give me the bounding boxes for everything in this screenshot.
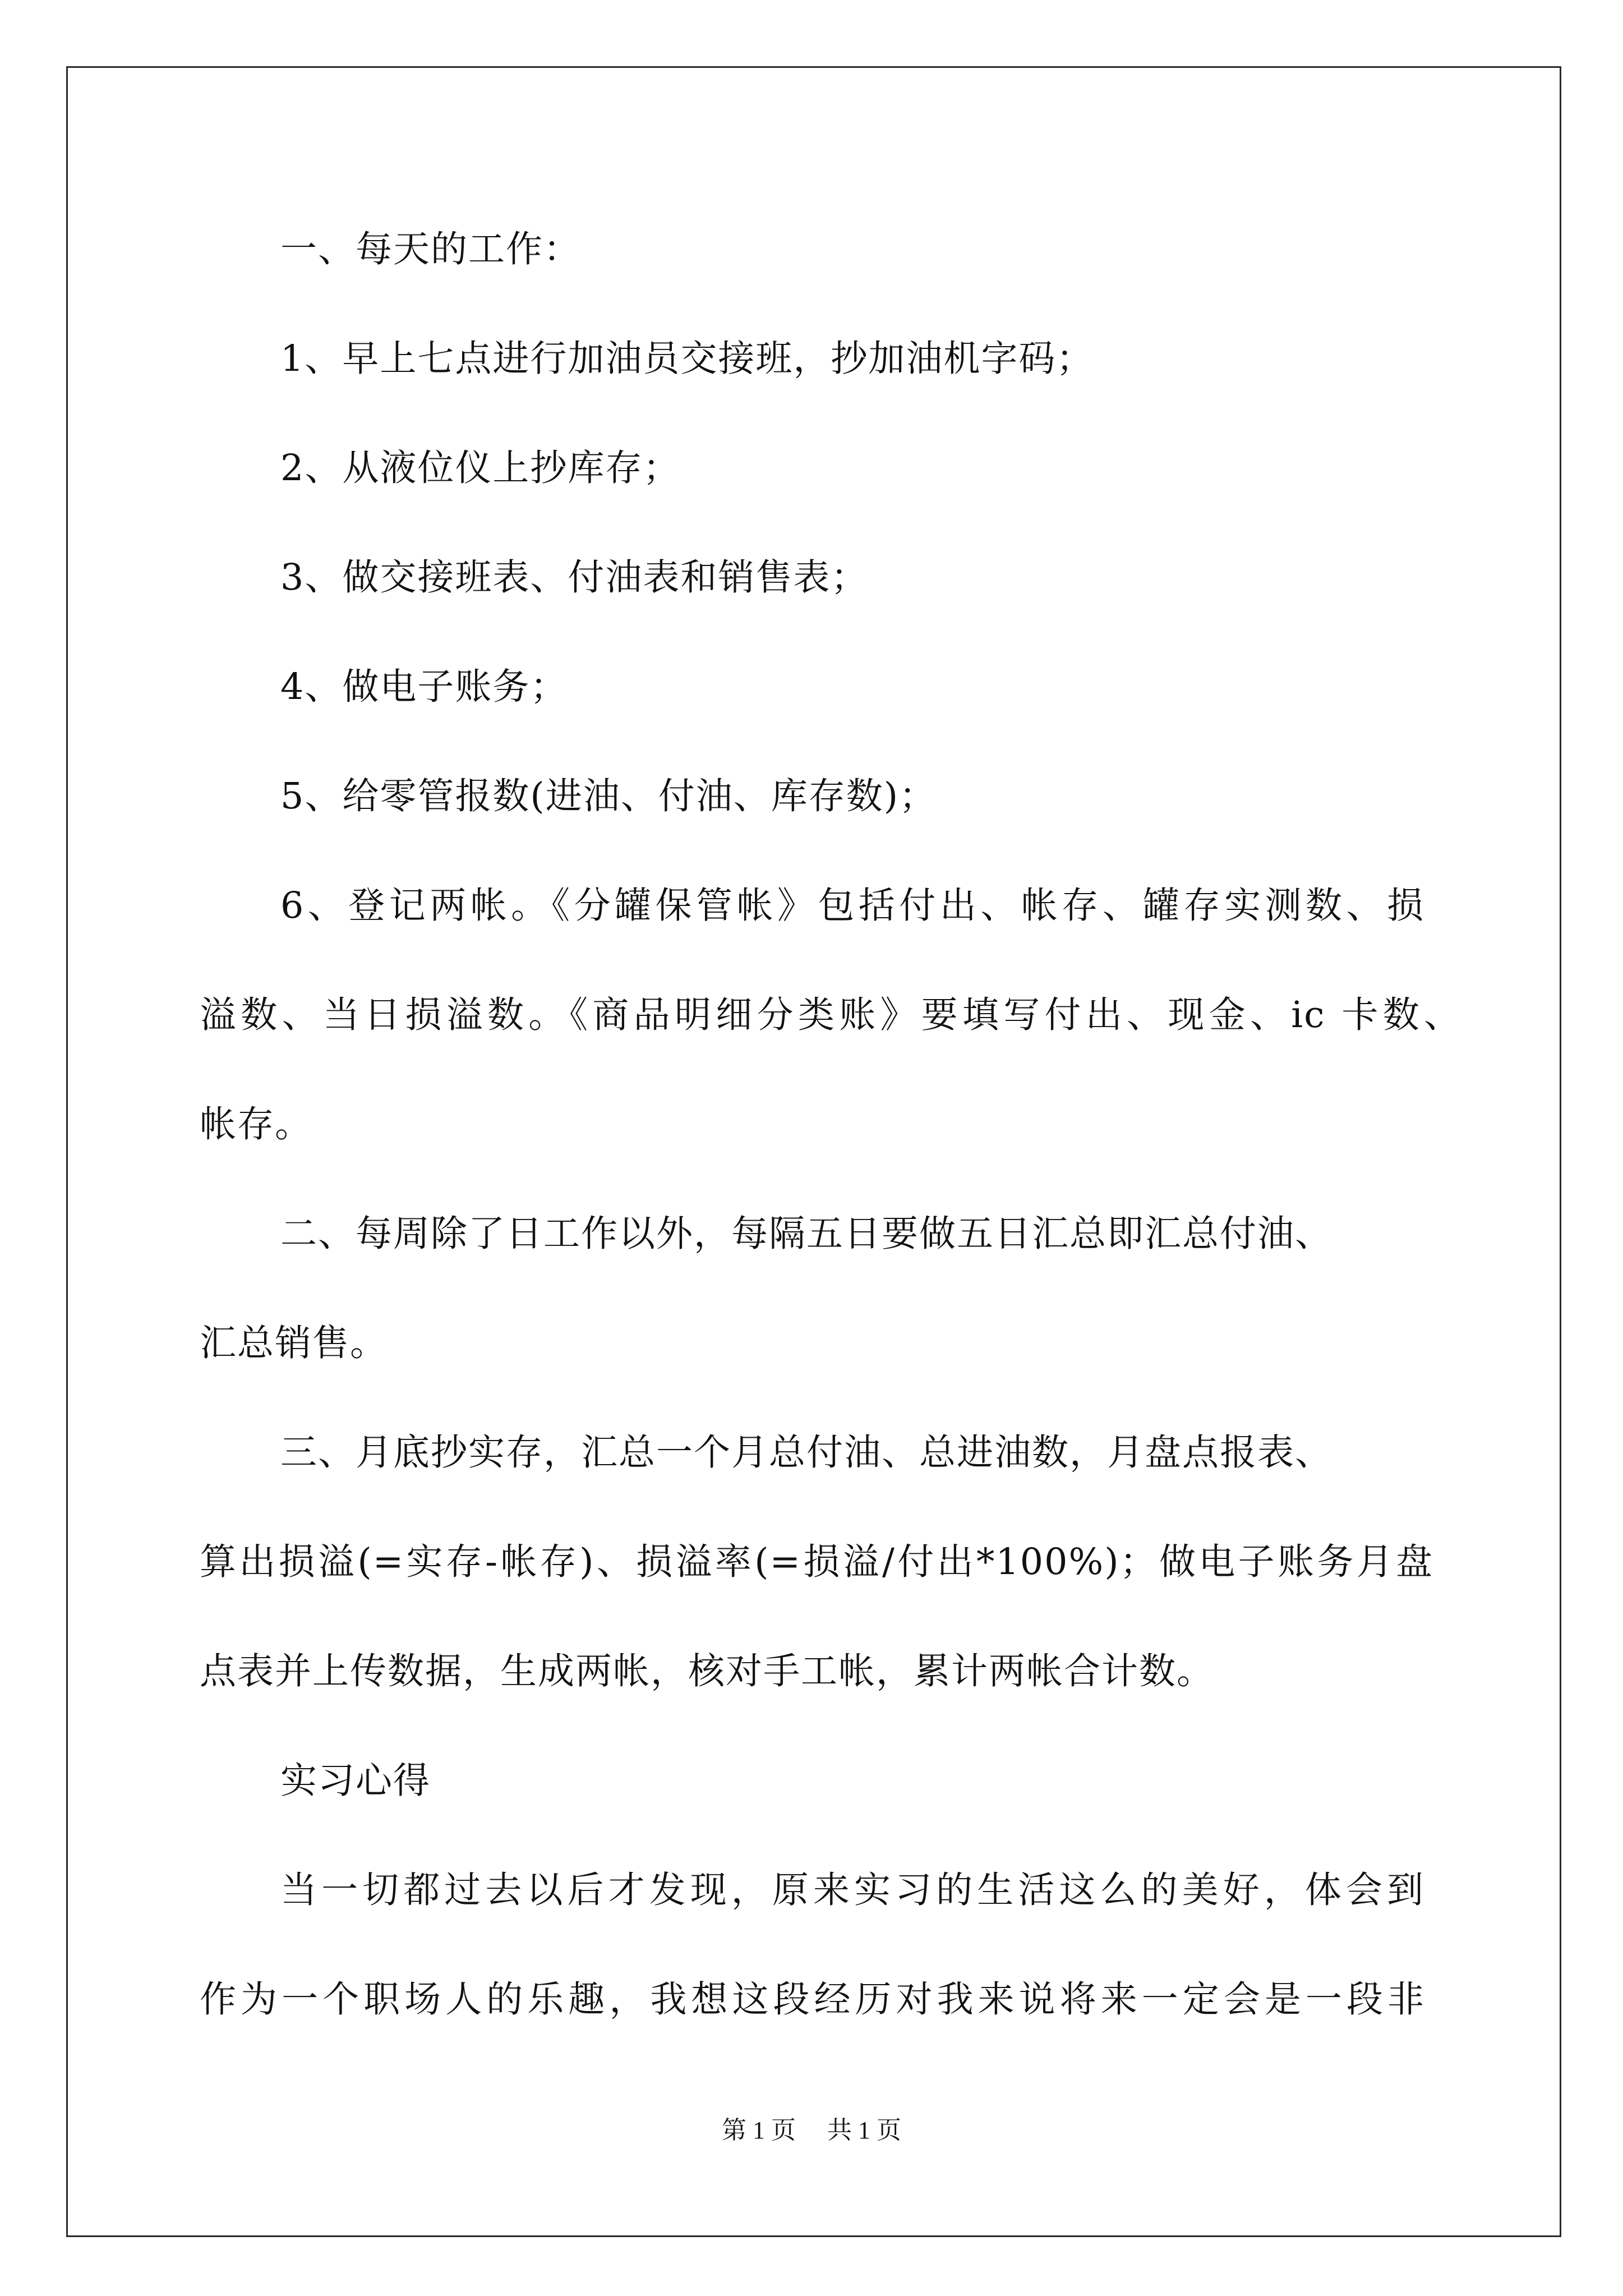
section-weekly-line-1: 二、每周除了日工作以外，每隔五日要做五日汇总即汇总付油、 <box>280 1213 1333 1255</box>
section-heading-daily: 一、每天的工作： <box>280 228 582 270</box>
page-number-total: 共 1 页 <box>827 2116 901 2144</box>
section-monthly-line-1: 三、月底抄实存，汇总一个月总付油、总进油数，月盘点报表、 <box>280 1432 1333 1474</box>
section-weekly-line-2: 汇总销售。 <box>200 1322 388 1364</box>
list-item-3: 3、做交接班表、付油表和销售表； <box>280 556 869 599</box>
reflection-line-1: 当一切都过去以后才发现，原来实习的生活这么的美好，体会到 <box>280 1869 1424 1911</box>
list-item-2: 2、从液位仪上抄库存； <box>280 447 681 489</box>
list-item-6-line-2: 溢数、当日损溢数。《商品明细分类账》要填写付出、现金、ic 卡数、 <box>200 994 1461 1036</box>
page-number-current: 第 1 页 <box>722 2116 796 2144</box>
list-item-6-line-1: 6、登记两帐。《分罐保管帐》包括付出、帐存、罐存实测数、损 <box>280 885 1424 927</box>
section-monthly-line-3: 点表并上传数据，生成两帐，核对手工帐，累计两帐合计数。 <box>200 1650 1215 1692</box>
list-item-4: 4、做电子账务； <box>280 666 568 708</box>
reflection-line-2: 作为一个职场人的乐趣，我想这段经历对我来说将来一定会是一段非 <box>200 1978 1425 2021</box>
list-item-5: 5、给零管报数(进油、付油、库存数)； <box>280 775 937 817</box>
section-monthly-line-2: 算出损溢(=实存-帐存)、损溢率(=损溢/付出*100%)；做电子账务月盘 <box>200 1541 1433 1583</box>
section-heading-reflection: 实习心得 <box>280 1760 431 1802</box>
page-footer <box>0 2115 1623 2146</box>
list-item-1: 1、早上七点进行加油员交接班，抄加油机字码； <box>280 338 1094 380</box>
list-item-6-line-3: 帐存。 <box>200 1103 313 1145</box>
